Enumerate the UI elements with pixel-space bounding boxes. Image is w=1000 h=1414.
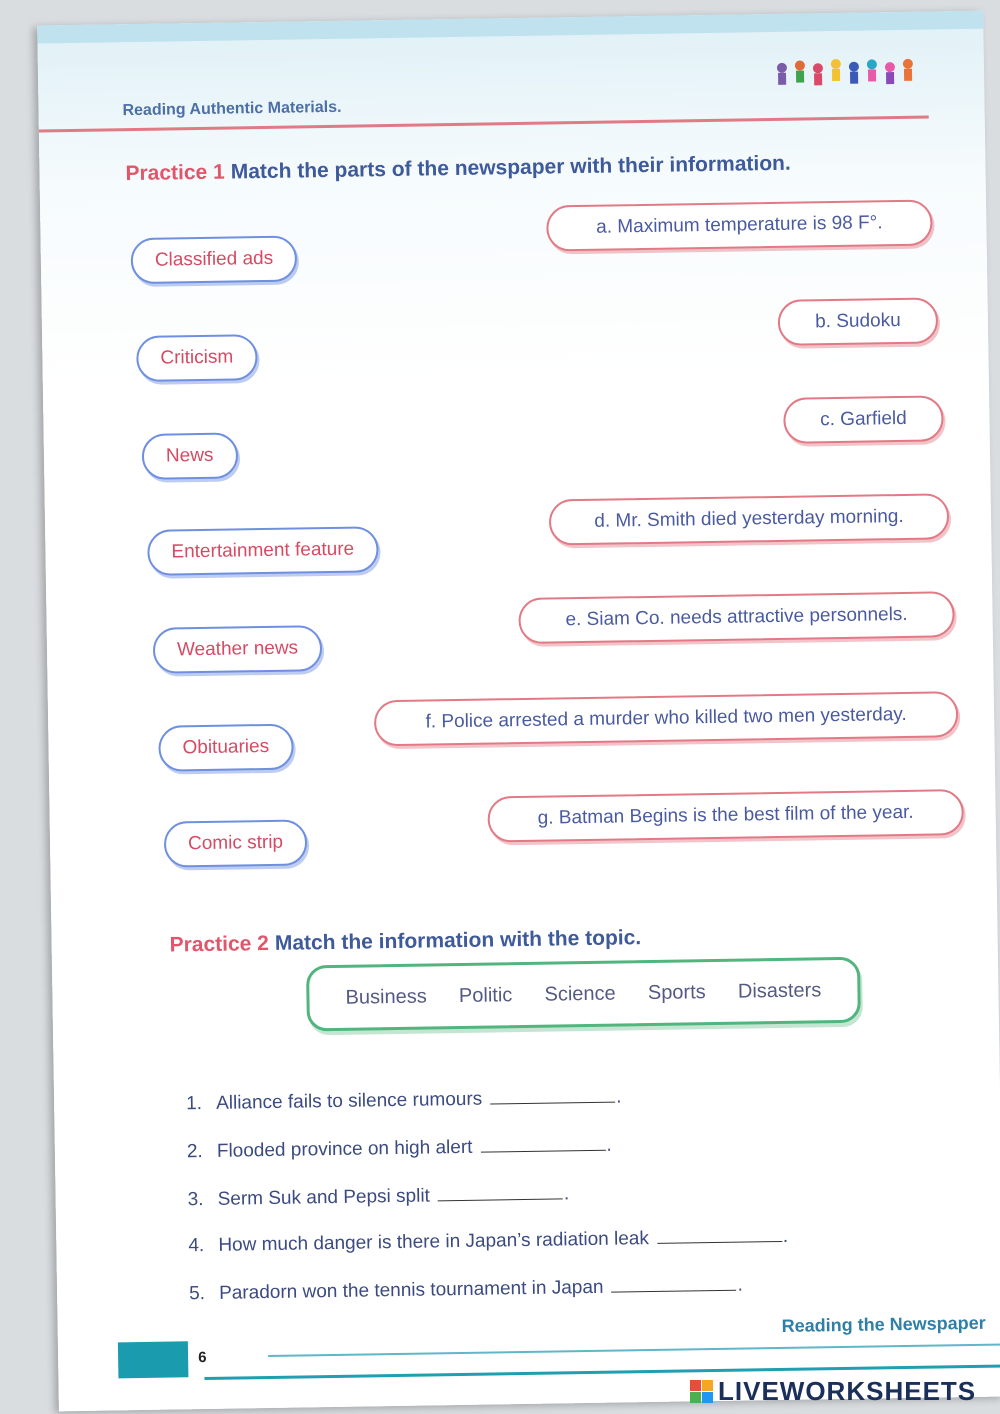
footer-divider <box>268 1343 1000 1357</box>
part-news[interactable]: News <box>142 432 238 479</box>
header-title: Reading Authentic Materials. <box>122 98 342 120</box>
practice1-label: Practice 1 <box>125 160 225 186</box>
question-1: 1. Alliance fails to silence rumours . <box>185 1086 622 1115</box>
practice2-heading <box>169 926 641 957</box>
practice1-title: Match the parts of the newspaper with their information. <box>230 151 791 184</box>
watermark-text: LIVEWORKSHEETS <box>718 1376 977 1406</box>
liveworksheets-watermark <box>690 1376 976 1407</box>
part-comic-strip[interactable]: Comic strip <box>164 819 308 867</box>
part-obituaries[interactable]: Obituaries <box>158 724 293 772</box>
part-criticism[interactable]: Criticism <box>136 334 258 382</box>
part-classified-ads[interactable]: Classified ads <box>131 235 298 284</box>
page-number: 6 <box>197 1349 207 1367</box>
info-a[interactable]: a. Maximum temperature is 98 F°. <box>546 199 933 251</box>
question-4: 4. How much danger is there in Japan’s radiation leak . <box>188 1225 789 1257</box>
answer-blank-5[interactable] <box>611 1276 736 1293</box>
info-d[interactable]: d. Mr. Smith died yesterday morning. <box>549 493 950 545</box>
topic-box <box>306 957 861 1032</box>
topic-science: Science <box>544 982 616 1006</box>
question-3: 3. Serm Suk and Pepsi split . <box>187 1183 570 1211</box>
info-e[interactable]: e. Siam Co. needs attractive personnels. <box>518 591 955 644</box>
children-illustration-icon <box>774 56 925 96</box>
part-entertainment-feature[interactable]: Entertainment feature <box>147 526 378 576</box>
info-b[interactable]: b. Sudoku <box>778 297 939 346</box>
info-c[interactable]: c. Garfield <box>783 395 944 444</box>
topic-sports: Sports <box>647 980 706 1004</box>
answer-blank-1[interactable] <box>490 1088 615 1105</box>
liveworksheets-logo-icon <box>690 1380 714 1404</box>
answer-blank-2[interactable] <box>480 1136 605 1153</box>
footer-title: Reading the Newspaper <box>781 1312 986 1336</box>
topic-business: Business <box>345 985 427 1009</box>
question-5: 5. Paradorn won the tennis tournament in Japan . <box>188 1274 743 1305</box>
answer-blank-3[interactable] <box>438 1184 563 1201</box>
practice2-title: Match the information with the topic. <box>274 926 642 955</box>
info-g[interactable]: g. Batman Begins is the best film of the year. <box>487 789 964 842</box>
worksheet-page <box>37 11 1000 1412</box>
top-band <box>37 11 983 44</box>
part-weather-news[interactable]: Weather news <box>153 625 323 674</box>
question-2: 2. Flooded province on high alert . <box>186 1134 612 1163</box>
topic-politic: Politic <box>458 983 513 1007</box>
topic-disasters: Disasters <box>737 978 822 1003</box>
info-f[interactable]: f. Police arrested a murder who killed two men yesterday. <box>374 691 959 746</box>
practice1-heading <box>125 152 791 186</box>
page-tab <box>118 1341 189 1378</box>
answer-blank-4[interactable] <box>657 1227 782 1244</box>
practice2-label: Practice 2 <box>169 931 270 957</box>
